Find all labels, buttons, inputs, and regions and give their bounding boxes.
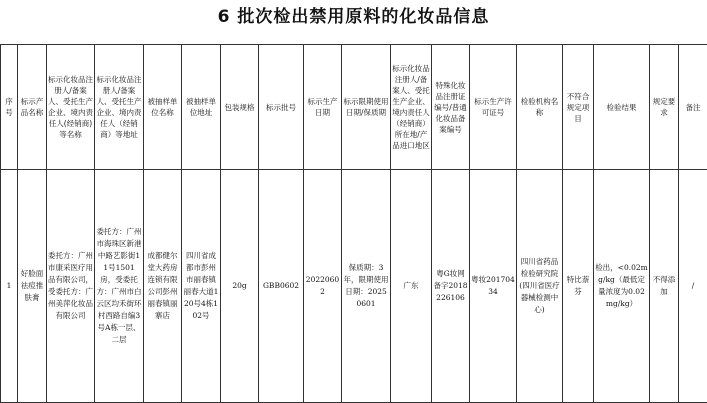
header-testing-institution: 检验机构名称 (517, 45, 563, 170)
cell-registrant-name: 委托方：广州市康采医疗用品有限公司，受委托方：广州美萍化妆品有限公司 (47, 170, 95, 403)
header-package-spec: 包装规格 (221, 45, 259, 170)
cell-production-date: 20220602 (304, 170, 342, 403)
header-registrant-address: 标示化妆品注册人/备案人、受托生产企业、境内责任人（经销商）等地址 (95, 45, 144, 170)
header-product-name: 标示产品名称 (18, 45, 47, 170)
header-test-result: 检验结果 (594, 45, 650, 170)
header-origin-region: 标示化妆品注册人/备案人、受托生产企业、境内责任人（经销商）所在地/产品进口地区 (391, 45, 432, 170)
cell-batch-number: GBB0602 (259, 170, 304, 403)
cell-index: 1 (1, 170, 18, 403)
page-title: 6 批次检出禁用原料的化妆品信息 (0, 4, 707, 30)
header-index: 序号 (1, 45, 18, 170)
header-remarks: 备注 (679, 45, 707, 170)
cell-license-number: 粤妆20170434 (470, 170, 517, 403)
cell-requirement: 不得添加 (650, 170, 679, 403)
header-registration-code: 特殊化妆品注册证编号/普通化妆品备案编号 (432, 45, 470, 170)
cell-testing-institution: 四川省药品检验研究院(四川省医疗器械检测中心) (517, 170, 563, 403)
table-header-row (1, 45, 707, 170)
cell-product-name: 好脸面祛痘推肤膏 (18, 170, 47, 403)
header-batch-number: 标示批号 (259, 45, 304, 170)
cell-expiry: 保质期：3年，限期使用日期：20250601 (342, 170, 391, 403)
cell-registration-code: 粤G妆网备字2018226106 (432, 170, 470, 403)
cell-sampled-unit-name: 成都健尔堂大药房连锁有限公司彭州丽春镇丽寨店 (144, 170, 182, 403)
cell-remarks: / (679, 170, 707, 403)
header-registrant-name: 标示化妆品注册人/备案人、受托生产企业、境内责任人(经销商)等名称 (47, 45, 95, 170)
inspection-table (0, 44, 707, 403)
header-production-date: 标示生产日期 (304, 45, 342, 170)
header-requirement: 规定要求 (650, 45, 679, 170)
cell-nonconforming-item: 特比萘芬 (563, 170, 594, 403)
cell-origin-region: 广东 (391, 170, 432, 403)
cell-sampled-unit-address: 四川省成都市彭州市丽春镇丽春大道120号4栋102号 (182, 170, 221, 403)
header-sampled-unit-address: 被抽样单位地址 (182, 45, 221, 170)
header-license-number: 标示生产许可证号 (470, 45, 517, 170)
header-expiry: 标示限期使用日期/保质期 (342, 45, 391, 170)
table-row (1, 170, 707, 403)
header-nonconforming-item: 不符合规定项目 (563, 45, 594, 170)
cell-package-spec: 20g (221, 170, 259, 403)
cell-registrant-address: 委托方：广州市海珠区新港中路艺影街11号1501房，受委托方：广州市白云区均禾街环村西路自编3号A栋一层、二层 (95, 170, 144, 403)
cell-test-result: 检出，<0.02mg/kg（最低定量浓度为0.02mg/kg） (594, 170, 650, 403)
header-sampled-unit-name: 被抽样单位名称 (144, 45, 182, 170)
